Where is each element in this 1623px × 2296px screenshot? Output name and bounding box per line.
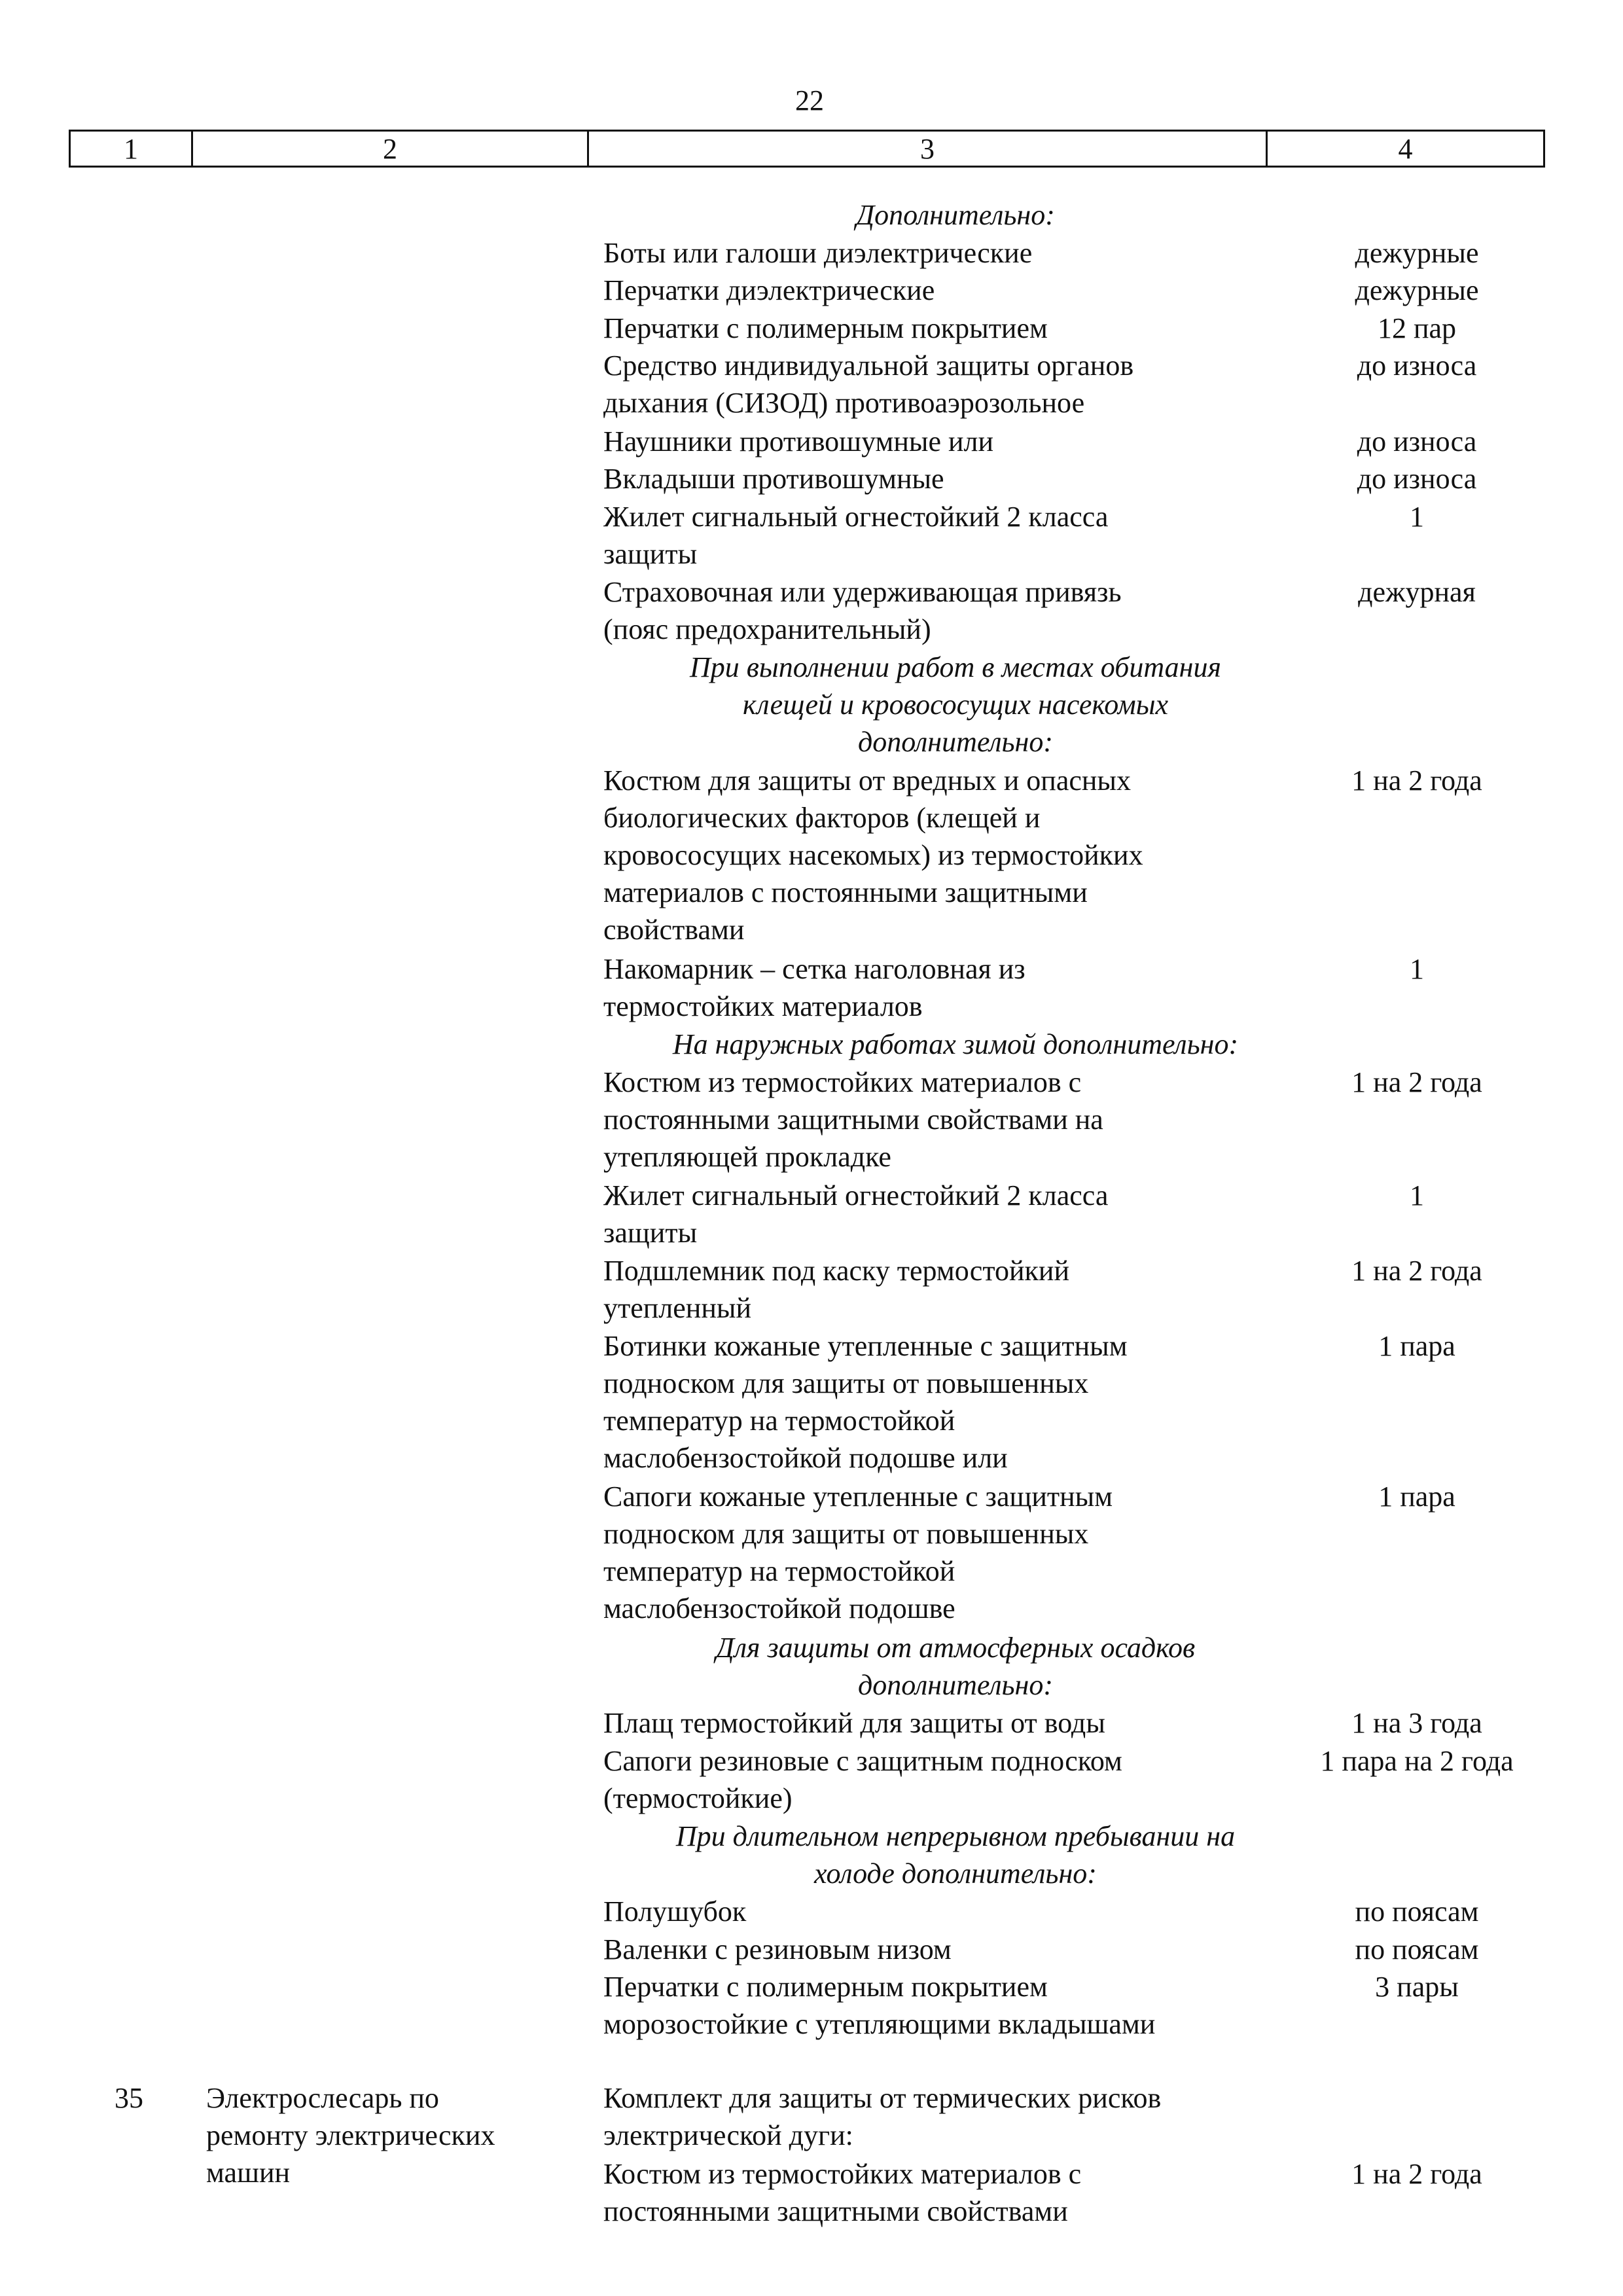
ppe-item-name: [603, 234, 1258, 272]
text-line: Костюм из термостойких материалов с: [603, 1066, 1082, 1098]
ppe-item-name: [603, 950, 1258, 1025]
text-line: маслобензостойкой подошве или: [603, 1442, 1008, 1474]
section-heading: [589, 1629, 1322, 1704]
text-line: Подшлемник под каску термостойкий: [603, 1254, 1069, 1287]
ppe-issue-norm: 12 пар: [1377, 312, 1457, 344]
section-heading: [589, 196, 1322, 234]
text-line: При выполнении работ в местах обитания: [690, 651, 1221, 684]
ppe-issue-norm: 1 на 2 года: [1351, 1066, 1482, 1098]
section-heading: [589, 1818, 1322, 1892]
text-line: холоде дополнительно:: [814, 1857, 1097, 1890]
text-line: При длительном непрерывном пребывании на: [675, 1820, 1236, 1852]
text-line: клещей и кровососущих насекомых: [742, 689, 1169, 721]
text-line: ремонту электрических: [206, 2119, 495, 2152]
text-line: Страховочная или удерживающая привязь: [603, 576, 1122, 608]
ppe-issue-norm: 1: [1410, 953, 1424, 985]
ppe-item-name: [603, 272, 1258, 309]
text-line: защиты: [603, 1216, 698, 1249]
text-line: маслобензостойкой подошве: [603, 1592, 955, 1625]
text-line: постоянными защитными свойствами на: [603, 1103, 1103, 1136]
text-line: кровососущих насекомых) из термостойких: [603, 839, 1143, 871]
text-line: Средство индивидуальной защиты органов: [603, 350, 1134, 382]
text-line: температур на термостойкой: [603, 1555, 955, 1588]
text-line: подноском для защиты от повышенных: [603, 1518, 1089, 1551]
ppe-item-name: [603, 1177, 1258, 1251]
text-line: (пояс предохранительный): [603, 613, 931, 645]
ppe-issue-norm: 1 пара: [1378, 1330, 1455, 1362]
ppe-issue-norm: 1: [1410, 1179, 1424, 1211]
text-line: температур на термостойкой: [603, 1405, 955, 1437]
text-line: Перчатки диэлектрические: [603, 274, 935, 307]
text-line: На наружных работах зимой дополнительно:: [672, 1028, 1239, 1061]
ppe-item-name: [603, 310, 1258, 347]
ppe-issue-norm: 1 на 3 года: [1351, 1707, 1482, 1739]
ppe-issue-norm: по поясам: [1355, 1933, 1479, 1965]
ppe-issue-norm: 1: [1410, 500, 1424, 533]
text-line: Жилет сигнальный огнестойкий 2 класса: [603, 1179, 1109, 1211]
text-line: Накомарник – сетка наголовная из: [603, 953, 1026, 985]
ppe-item-name: [603, 498, 1258, 573]
ppe-issue-norm: дежурная: [1358, 576, 1476, 608]
ppe-item-name: [603, 423, 1258, 460]
text-line: (термостойкие): [603, 1782, 793, 1814]
text-line: Перчатки с полимерным покрытием: [603, 1971, 1048, 2003]
column-header-row: [69, 130, 1545, 168]
text-line: Дополнительно:: [856, 199, 1055, 231]
text-line: Сапоги резиновые с защитным подноском: [603, 1744, 1122, 1777]
ppe-item-name: [603, 1064, 1258, 1175]
ppe-issue-norm: 3 пары: [1375, 1971, 1459, 2003]
ppe-item-name: [603, 2155, 1258, 2230]
ppe-issue-norm: дежурные: [1355, 236, 1479, 269]
ppe-issue-norm: дежурные: [1355, 274, 1479, 307]
text-line: биологических факторов (клещей и: [603, 802, 1041, 834]
text-line: свойствами: [603, 914, 745, 946]
text-line: Сапоги кожаные утепленные с защитным: [603, 1480, 1113, 1513]
entry-number: 35: [115, 2082, 143, 2115]
ppe-issue-norm: 1 на 2 года: [1351, 764, 1482, 797]
text-line: Для защиты от атмосферных осадков: [715, 1631, 1196, 1664]
ppe-item-name: [603, 1704, 1258, 1742]
text-line: защиты: [603, 537, 698, 570]
column-header-4: 4: [1398, 132, 1413, 165]
ppe-issue-norm: 1 на 2 года: [1351, 2157, 1482, 2190]
text-line: утепляющей прокладке: [603, 1140, 891, 1173]
ppe-item-name: [603, 1478, 1258, 1627]
column-header-3: 3: [589, 132, 1268, 166]
text-line: подноском для защиты от повышенных: [603, 1367, 1089, 1399]
ppe-item-name: [603, 2079, 1258, 2154]
ppe-item-name: [603, 1327, 1258, 1477]
text-line: материалов с постоянными защитными: [603, 876, 1088, 908]
ppe-item-name: [603, 1893, 1258, 1930]
text-line: морозостойкие с утепляющими вкладышами: [603, 2008, 1156, 2041]
text-line: электрической дуги:: [603, 2119, 853, 2152]
text-line: Электрослесарь по: [206, 2082, 439, 2115]
ppe-item-name: [603, 573, 1258, 648]
text-line: Костюм для защиты от вредных и опасных: [603, 764, 1131, 797]
text-line: Жилет сигнальный огнестойкий 2 класса: [603, 500, 1109, 533]
ppe-issue-norm: 1 на 2 года: [1351, 1254, 1482, 1287]
text-line: дополнительно:: [857, 1668, 1054, 1701]
text-line: дополнительно:: [857, 726, 1054, 759]
text-line: Ботинки кожаные утепленные с защитным: [603, 1330, 1128, 1362]
ppe-issue-norm: до износа: [1357, 425, 1477, 457]
text-line: Комплект для защиты от термических рисков: [603, 2082, 1162, 2115]
column-header-1: 1: [71, 132, 193, 166]
ppe-issue-norm: 1 пара на 2 года: [1320, 1744, 1514, 1777]
ppe-item-name: [603, 1931, 1258, 1968]
section-heading: [589, 649, 1322, 761]
ppe-issue-norm: до износа: [1357, 463, 1477, 495]
ppe-item-name: [603, 1968, 1258, 2043]
text-line: Костюм из термостойких материалов с: [603, 2157, 1082, 2190]
profession-name: [206, 2079, 573, 2191]
text-line: Перчатки с полимерным покрытием: [603, 312, 1048, 344]
text-line: Валенки с резиновым низом: [603, 1933, 952, 1965]
text-line: Наушники противошумные или: [603, 425, 994, 457]
ppe-item-name: [603, 347, 1258, 422]
text-line: термостойких материалов: [603, 990, 923, 1022]
ppe-issue-norm: по поясам: [1355, 1895, 1479, 1928]
section-heading: [589, 1026, 1322, 1063]
text-line: утепленный: [603, 1291, 751, 1324]
page-number: 22: [795, 84, 824, 117]
ppe-issue-norm: до износа: [1357, 350, 1477, 382]
ppe-item-name: [603, 1742, 1258, 1817]
text-line: Боты или галоши диэлектрические: [603, 236, 1033, 269]
text-line: Плащ термостойкий для защиты от воды: [603, 1707, 1105, 1739]
text-line: постоянными защитными свойствами: [603, 2195, 1068, 2227]
text-line: Полушубок: [603, 1895, 747, 1928]
text-line: Вкладыши противошумные: [603, 463, 944, 495]
column-header-2: 2: [193, 132, 589, 166]
ppe-item-name: [603, 460, 1258, 497]
text-line: машин: [206, 2157, 291, 2189]
text-line: дыхания (СИЗОД) противоаэрозольное: [603, 387, 1085, 420]
ppe-item-name: [603, 762, 1258, 948]
ppe-issue-norm: 1 пара: [1378, 1480, 1455, 1513]
ppe-item-name: [603, 1252, 1258, 1327]
